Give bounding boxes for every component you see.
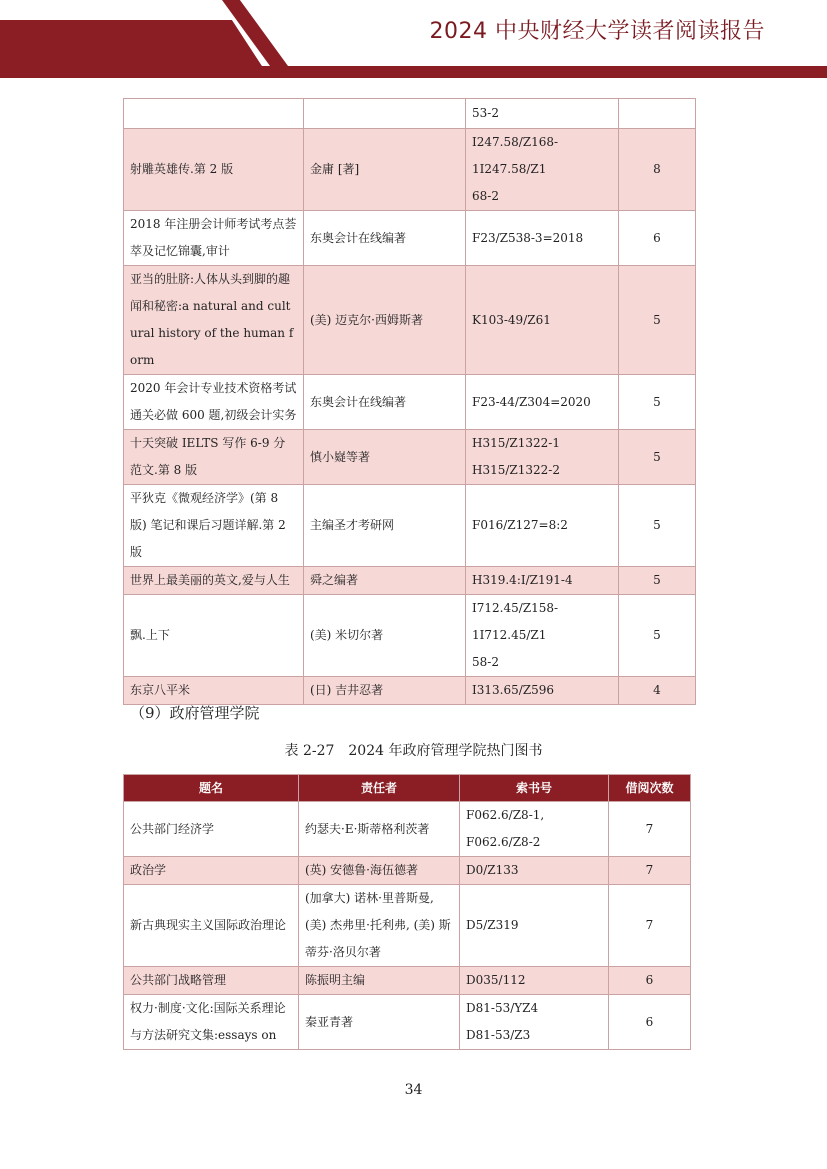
- cell-author: 东奥会计在线编著: [304, 211, 466, 266]
- cell-call-number: [460, 885, 609, 967]
- cell-borrow-count: [619, 99, 696, 129]
- cell-title: 2020 年会计专业技术资格考试通关必做 600 题,初级会计实务: [124, 375, 304, 430]
- cell-author: 东奥会计在线编著: [304, 375, 466, 430]
- table-row: [124, 129, 696, 211]
- table-row: [124, 485, 696, 567]
- table-row: [124, 995, 691, 1050]
- cell-author: 舜之编著: [304, 567, 466, 595]
- table-row: [124, 266, 696, 375]
- cell-title: 新古典现实主义国际政治理论: [124, 885, 299, 967]
- header-borrow-count: 借阅次数: [609, 775, 691, 802]
- cell-borrow-count: 5: [619, 485, 696, 567]
- cell-author: 约瑟夫·E·斯蒂格利茨著: [299, 802, 460, 857]
- cell-call-number: [460, 967, 609, 995]
- cell-call-number: [466, 266, 619, 375]
- cell-call-number: [466, 375, 619, 430]
- call-number-line: D81-53/YZ4: [466, 1001, 539, 1015]
- cell-borrow-count: 6: [619, 211, 696, 266]
- call-number-line: 58-2: [472, 655, 499, 669]
- cell-borrow-count: 5: [619, 430, 696, 485]
- cell-call-number: [460, 802, 609, 857]
- call-number-line: D5/Z319: [466, 918, 519, 932]
- call-number-line: 53-2: [472, 106, 499, 120]
- table-row: [124, 99, 696, 129]
- call-number-line: I247.58/Z168-1I247.58/Z1: [472, 135, 559, 176]
- cell-call-number: [466, 595, 619, 677]
- cell-title: 东京八平米: [124, 677, 304, 705]
- cell-title: 十天突破 IELTS 写作 6-9 分范文.第 8 版: [124, 430, 304, 485]
- call-number-line: 68-2: [472, 189, 499, 203]
- section-heading: （9）政府管理学院: [130, 704, 260, 722]
- cell-borrow-count: 5: [619, 567, 696, 595]
- cell-author: 秦亚青著: [299, 995, 460, 1050]
- cell-author: (加拿大) 诺林·里普斯曼, (美) 杰弗里·托利弗, (美) 斯蒂芬·洛贝尔著: [299, 885, 460, 967]
- cell-borrow-count: 6: [609, 967, 691, 995]
- cell-author: 主编圣才考研网: [304, 485, 466, 567]
- cell-borrow-count: 5: [619, 375, 696, 430]
- call-number-line: F062.6/Z8-2: [466, 835, 541, 849]
- cell-author: [304, 99, 466, 129]
- cell-call-number: [466, 485, 619, 567]
- cell-call-number: [466, 430, 619, 485]
- cell-borrow-count: 6: [609, 995, 691, 1050]
- cell-title: 政治学: [124, 857, 299, 885]
- table-row: [124, 677, 696, 705]
- call-number-line: I712.45/Z158-1I712.45/Z1: [472, 601, 559, 642]
- cell-borrow-count: 7: [609, 802, 691, 857]
- cell-author: 陈振明主编: [299, 967, 460, 995]
- call-number-line: I313.65/Z596: [472, 683, 555, 697]
- cell-title: 平狄克《微观经济学》(第 8 版) 笔记和课后习题详解.第 2 版: [124, 485, 304, 567]
- cell-call-number: [460, 995, 609, 1050]
- table-header-row: [124, 775, 691, 802]
- call-number-line: H315/Z1322-1: [472, 436, 560, 450]
- cell-title: 射雕英雄传.第 2 版: [124, 129, 304, 211]
- call-number-line: D81-53/Z3: [466, 1028, 531, 1042]
- cell-title: 飘.上下: [124, 595, 304, 677]
- cell-borrow-count: 7: [609, 857, 691, 885]
- cell-author: (美) 迈克尔·西姆斯著: [304, 266, 466, 375]
- header-call-number: 索书号: [460, 775, 609, 802]
- cell-title: [124, 99, 304, 129]
- cell-title: 公共部门经济学: [124, 802, 299, 857]
- call-number-line: D0/Z133: [466, 863, 519, 877]
- header-author: 责任者: [299, 775, 460, 802]
- table-row: [124, 430, 696, 485]
- table-row: [124, 857, 691, 885]
- cell-author: (日) 吉井忍著: [304, 677, 466, 705]
- table-row: [124, 802, 691, 857]
- cell-author: (美) 米切尔著: [304, 595, 466, 677]
- cell-call-number: [466, 99, 619, 129]
- table-row: [124, 375, 696, 430]
- cell-author: 慎小嶷等著: [304, 430, 466, 485]
- call-number-line: H315/Z1322-2: [472, 463, 560, 477]
- table-row: [124, 595, 696, 677]
- call-number-line: D035/112: [466, 973, 526, 987]
- cell-borrow-count: 8: [619, 129, 696, 211]
- book-table-government: [123, 774, 691, 1050]
- cell-call-number: [466, 129, 619, 211]
- header-title: 题名: [124, 775, 299, 802]
- call-number-line: H319.4:I/Z191-4: [472, 573, 573, 587]
- report-title: 2024 中央财经大学读者阅读报告: [429, 19, 765, 44]
- table-row: [124, 967, 691, 995]
- cell-borrow-count: 5: [619, 266, 696, 375]
- cell-title: 权力·制度·文化:国际关系理论与方法研究文集:essays on: [124, 995, 299, 1050]
- table-row: [124, 211, 696, 266]
- table-row: [124, 567, 696, 595]
- call-number-line: K103-49/Z61: [472, 312, 551, 327]
- call-number-line: F23/Z538-3=2018: [472, 230, 584, 245]
- cell-title: 亚当的肚脐:人体从头到脚的趣闻和秘密:a natural and cultural history of the human form: [124, 266, 304, 375]
- cell-author: 金庸 [著]: [304, 129, 466, 211]
- cell-borrow-count: 4: [619, 677, 696, 705]
- cell-call-number: [466, 677, 619, 705]
- cell-author: (英) 安德鲁·海伍德著: [299, 857, 460, 885]
- cell-borrow-count: 5: [619, 595, 696, 677]
- cell-title: 2018 年注册会计师考试考点荟萃及记忆锦囊,审计: [124, 211, 304, 266]
- cell-call-number: [460, 857, 609, 885]
- cell-title: 世界上最美丽的英文,爱与人生: [124, 567, 304, 595]
- table-caption: 表 2-27 2024 年政府管理学院热门图书: [284, 743, 543, 759]
- cell-borrow-count: 7: [609, 885, 691, 967]
- page-number: 34: [404, 1082, 423, 1098]
- table-row: [124, 885, 691, 967]
- call-number-line: F016/Z127=8:2: [472, 518, 568, 532]
- book-table-continued: [123, 98, 696, 705]
- cell-title: 公共部门战略管理: [124, 967, 299, 995]
- call-number-line: F062.6/Z8-1,: [466, 808, 545, 822]
- cell-call-number: [466, 567, 619, 595]
- cell-call-number: [466, 211, 619, 266]
- call-number-line: F23-44/Z304=2020: [472, 394, 591, 409]
